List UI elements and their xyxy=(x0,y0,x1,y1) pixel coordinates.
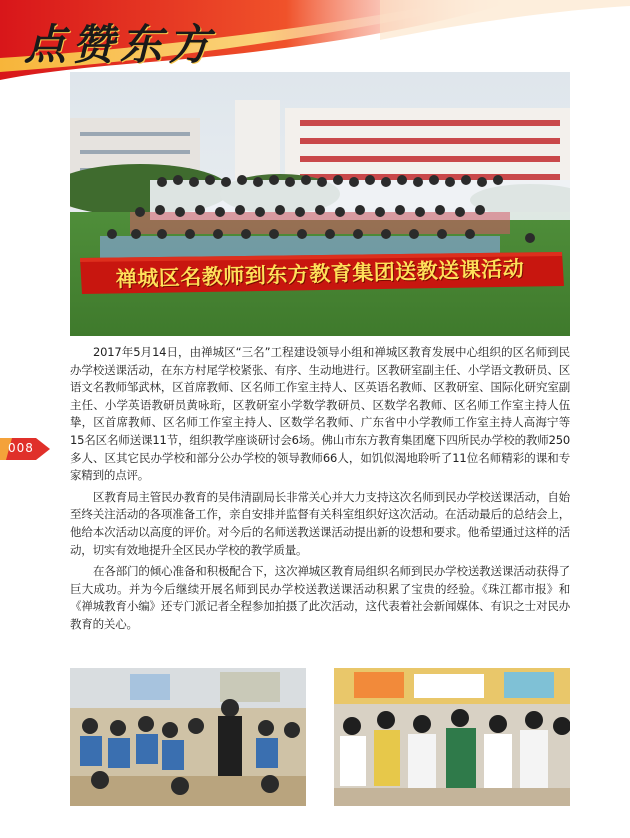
classroom-photo-left-illustration xyxy=(70,668,306,806)
article-paragraph: 在各部门的倾心准备和积极配合下，这次禅城区教育局组织名师到民办学校送教送课活动获得了巨大成功。并为今后继续开展名师到民办学校送教送课活动积累了宝贵的经验。《珠江都市报》和《禅城教育小编》还专门派记者全程参加拍摄了此次活动，这代表着社会新闻媒体、有识之士对民办教育的关心。 xyxy=(70,564,570,631)
classroom-photo-left xyxy=(70,668,306,806)
group-photo-illustration xyxy=(70,72,570,336)
article-paragraph: 区教育局主管民办教育的吴伟清副局长非常关心并大力支持这次名师到民办学校送课活动，自始至终关注活动的各项准备工作，亲自安排并监督有关科室组织好这次活动。在活动最后的总结会上，他给本次活动以高度的评价。对今后的名师送教送课活动提出新的设想和要求。他希望通过这样的活动，切实有效地提升全区民办学校的教学质量。 xyxy=(70,489,570,557)
article-paragraph: 2017年5月14日，由禅城区“三名”工程建设领导小组和禅城区教育发展中心组织的区名师到民办学校送课活动，在东方村尾学校紧张、有序、生动地进行。区教研室副主任、小学语文教研员、区语文名教师邹武林，区首席教师、区名师工作室主持人、区英语名教师、区教研室、国际化研究室副主任、小学英语教研员黄咏珩，区教研室小学数学教研员、区数学名教师、区名师工作室主持人伍挚，区首席教师、区名师工作室主持人、区数学名教师、广东省中小学教师工作室主持人高海宁等15名区名师送课11节，组织教学座谈研讨会6场。佛山市东方教育集团麾下四所民办学校的教师250多人、区其它民办学校和部分公办学校的领导教师66人，如饥似渴地聆听了11位名师精彩的课和专家精到的点评。 xyxy=(70,345,570,483)
classroom-photo-right xyxy=(334,668,570,806)
banner-text: 禅城区名教师到东方教育集团送教送课活动 xyxy=(115,256,525,292)
group-photo xyxy=(70,72,570,336)
page-number: 008 xyxy=(8,441,34,455)
section-title: 点赞东方 xyxy=(24,20,217,69)
article-body xyxy=(70,344,570,638)
classroom-photo-right-illustration xyxy=(334,668,570,806)
page-header xyxy=(0,0,630,80)
